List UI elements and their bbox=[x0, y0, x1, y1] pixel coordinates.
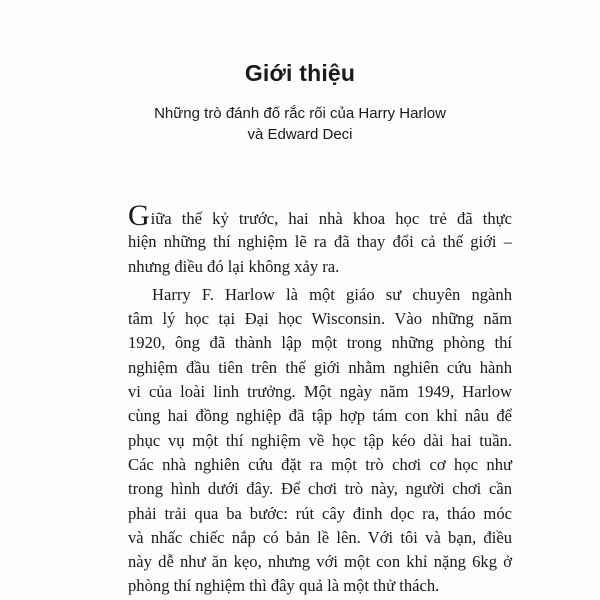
chapter-subtitle bbox=[0, 103, 600, 145]
subtitle-line: và Edward Deci bbox=[247, 126, 353, 143]
body-text bbox=[128, 199, 512, 599]
text-line: và nhấc chiếc nắp có bản lề lên. Với tôi và bạn, điều bbox=[128, 527, 512, 547]
chapter-title: Giới thiệu bbox=[244, 60, 356, 86]
text-line: này dễ như ăn kẹo, nhưng với một con khỉ nặng 6kg ở bbox=[128, 552, 512, 572]
text-line: hiện những thí nghiệm lẽ ra đã thay đổi cả thế giới – bbox=[128, 232, 512, 252]
text-line: phục vụ một thí nghiệm về học tập kéo dài hai tuần. bbox=[128, 430, 512, 450]
text-line: vi của loài linh trưởng. Một ngày năm 1949, Harlow bbox=[128, 382, 512, 402]
text-line: phòng thí nghiệm thì đây quả là một thử thách. bbox=[128, 576, 440, 596]
text-line: cùng hai đồng nghiệp đã tập hợp tám con khỉ nâu để bbox=[128, 406, 512, 426]
drop-cap: G bbox=[128, 199, 150, 232]
text-line: nhưng điều đó lại không xảy ra. bbox=[128, 256, 340, 276]
text-line: phải trải qua ba bước: rút cây đinh dọc ra, tháo móc bbox=[128, 503, 512, 523]
text-line: Harry F. Harlow là một giáo sư chuyên ngành bbox=[152, 284, 512, 304]
text-line: 1920, ông đã thành lập một trong những phòng thí bbox=[128, 333, 512, 353]
text-line: nghiệm đầu tiên trên thế giới nhằm nghiên cứu hành bbox=[128, 357, 512, 377]
subtitle-line: Những trò đánh đố rắc rối của Harry Harlow bbox=[154, 105, 446, 122]
text-line: Giữa thế kỷ trước, hai nhà khoa học trẻ đã thực bbox=[128, 199, 512, 232]
text-line: trong hình dưới đây. Để chơi trò này, người chơi cần bbox=[128, 479, 512, 499]
paragraph bbox=[128, 283, 512, 599]
text-line: tâm lý học tại Đại học Wisconsin. Vào những năm bbox=[128, 309, 512, 329]
text-line: Các nhà nghiên cứu đặt ra một trò chơi cơ học như bbox=[128, 454, 512, 474]
paragraph bbox=[128, 199, 512, 279]
